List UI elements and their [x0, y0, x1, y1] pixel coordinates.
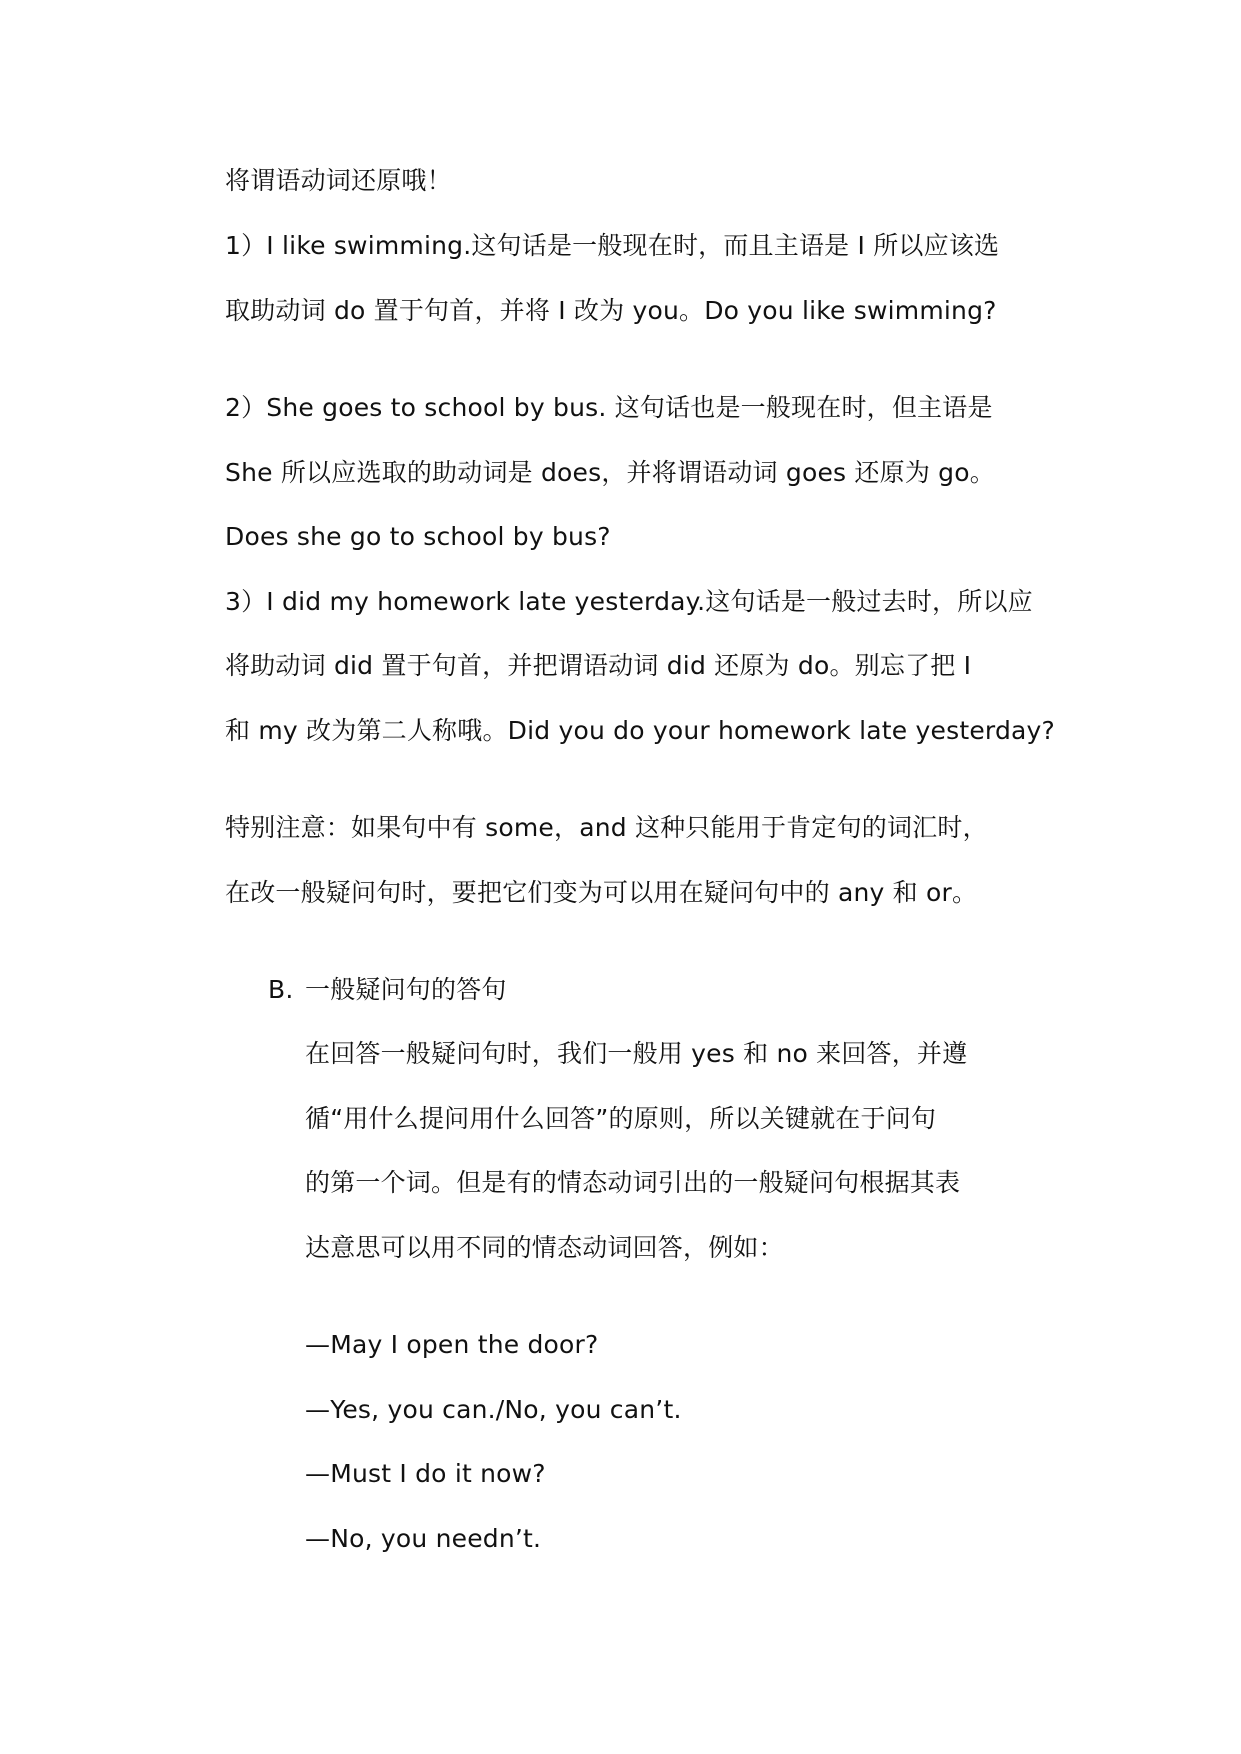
dialogue-line: —Yes, you can./No, you can’t.	[305, 1395, 682, 1424]
note-line-2: 在改一般疑问句时，要把它们变为可以用在疑问句中的 any 和 or。	[225, 878, 978, 907]
section-b-paragraph-line-2: 循“用什么提问用什么回答”的原则，所以关键就在于问句	[305, 1104, 937, 1133]
example-2-line-3: Does she go to school by bus?	[225, 522, 611, 551]
example-2-line-1: 2）She goes to school by bus. 这句话也是一般现在时，但主语是	[225, 393, 993, 422]
dialogue-line: —May I open the door?	[305, 1330, 599, 1359]
section-b-paragraph-line-3: 的第一个词。但是有的情态动词引出的一般疑问句根据其表	[305, 1168, 961, 1197]
section-b-title: 一般疑问句的答句	[305, 975, 507, 1004]
example-3-line-3: 和 my 改为第二人称哦。Did you do your homework late yesterday?	[225, 716, 1055, 745]
example-2-line-2: She 所以应选取的助动词是 does，并将谓语动词 goes 还原为 go。	[225, 458, 995, 487]
dialogue-line: —Must I do it now?	[305, 1459, 546, 1488]
intro-line: 将谓语动词还原哦！	[225, 166, 452, 195]
example-1-line-2: 取助动词 do 置于句首，并将 I 改为 you。Do you like swimming?	[225, 296, 997, 325]
example-3-line-2: 将助动词 did 置于句首，并把谓语动词 did 还原为 do。别忘了把 I	[225, 651, 972, 680]
example-3-line-1: 3）I did my homework late yesterday.这句话是一般过去时，所以应	[225, 587, 1033, 616]
section-b-paragraph-line-4: 达意思可以用不同的情态动词回答，例如：	[305, 1233, 784, 1262]
note-line-1: 特别注意：如果句中有 some，and 这种只能用于肯定句的词汇时，	[225, 813, 988, 842]
example-1-line-1: 1）I like swimming.这句话是一般现在时，而且主语是 I 所以应该选	[225, 231, 1000, 260]
section-b-label: B.	[268, 975, 294, 1004]
section-b-paragraph-line-1: 在回答一般疑问句时，我们一般用 yes 和 no 来回答，并遵	[305, 1039, 968, 1068]
dialogue-line: —No, you needn’t.	[305, 1524, 542, 1553]
